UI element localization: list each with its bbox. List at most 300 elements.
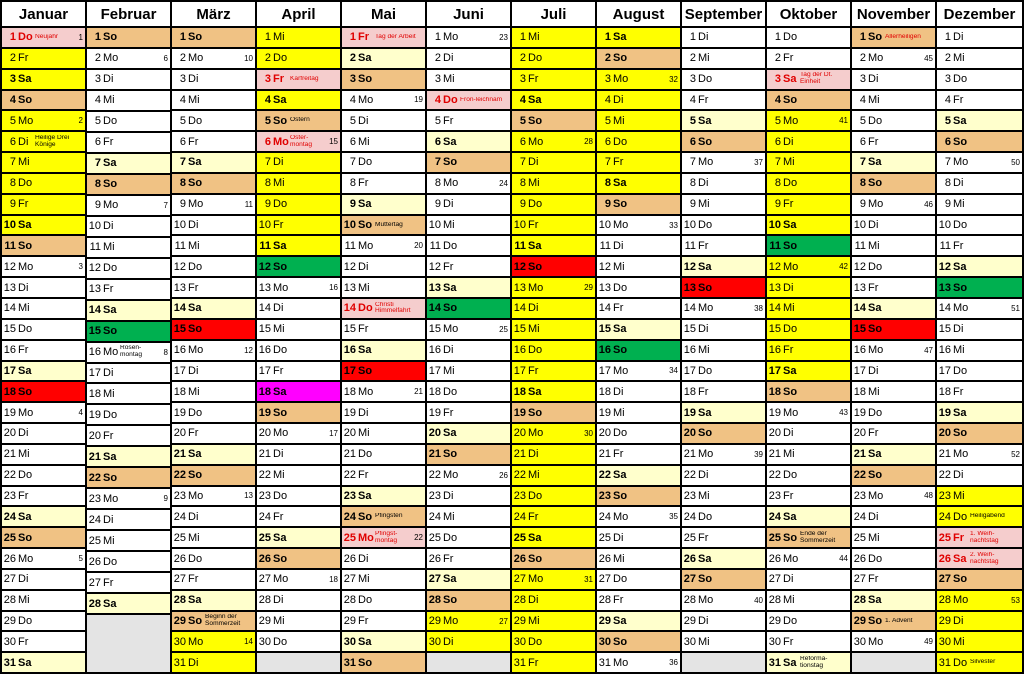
day-cell-dezember-29[interactable]	[937, 612, 1022, 633]
day-cell-november-20[interactable]	[852, 424, 935, 445]
day-cell-august-8[interactable]	[597, 174, 680, 195]
day-cell-september-27[interactable]	[682, 570, 765, 591]
day-cell-dezember-23[interactable]	[937, 487, 1022, 508]
day-cell-august-10[interactable]	[597, 216, 680, 237]
day-cell-juni-27[interactable]	[427, 570, 510, 591]
day-cell-oktober-10[interactable]	[767, 216, 850, 237]
day-cell-oktober-24[interactable]	[767, 507, 850, 528]
day-cell-dezember-16[interactable]	[937, 341, 1022, 362]
day-cell-april-6[interactable]	[257, 132, 340, 153]
day-cell-september-4[interactable]	[682, 91, 765, 112]
day-cell-januar-29[interactable]	[2, 612, 85, 633]
day-cell-marz-8[interactable]	[172, 174, 255, 195]
day-cell-marz-14[interactable]	[172, 299, 255, 320]
day-cell-dezember-24[interactable]	[937, 507, 1022, 528]
day-cell-dezember-13[interactable]	[937, 278, 1022, 299]
day-cell-september-22[interactable]	[682, 466, 765, 487]
day-cell-mai-25[interactable]	[342, 528, 425, 549]
day-cell-oktober-23[interactable]	[767, 487, 850, 508]
day-cell-juni-16[interactable]	[427, 341, 510, 362]
day-cell-august-27[interactable]	[597, 570, 680, 591]
day-cell-oktober-28[interactable]	[767, 591, 850, 612]
day-cell-juni-4[interactable]	[427, 91, 510, 112]
day-cell-april-13[interactable]	[257, 278, 340, 299]
day-cell-juli-24[interactable]	[512, 507, 595, 528]
day-cell-oktober-26[interactable]	[767, 549, 850, 570]
day-cell-juni-17[interactable]	[427, 362, 510, 383]
day-cell-september-3[interactable]	[682, 70, 765, 91]
day-cell-juli-27[interactable]	[512, 570, 595, 591]
day-cell-januar-13[interactable]	[2, 278, 85, 299]
day-cell-dezember-12[interactable]	[937, 257, 1022, 278]
day-cell-marz-17[interactable]	[172, 362, 255, 383]
day-cell-dezember-15[interactable]	[937, 320, 1022, 341]
day-cell-marz-23[interactable]	[172, 487, 255, 508]
day-cell-dezember-6[interactable]	[937, 132, 1022, 153]
day-cell-november-10[interactable]	[852, 216, 935, 237]
day-cell-august-23[interactable]	[597, 487, 680, 508]
day-cell-april-21[interactable]	[257, 445, 340, 466]
day-cell-april-14[interactable]	[257, 299, 340, 320]
day-cell-august-14[interactable]	[597, 299, 680, 320]
day-cell-juli-30[interactable]	[512, 632, 595, 653]
day-cell-november-18[interactable]	[852, 382, 935, 403]
day-cell-oktober-20[interactable]	[767, 424, 850, 445]
day-cell-september-13[interactable]	[682, 278, 765, 299]
day-cell-november-21[interactable]	[852, 445, 935, 466]
day-cell-august-3[interactable]	[597, 70, 680, 91]
day-cell-august-21[interactable]	[597, 445, 680, 466]
day-cell-mai-14[interactable]	[342, 299, 425, 320]
day-cell-september-30[interactable]	[682, 632, 765, 653]
day-cell-juni-25[interactable]	[427, 528, 510, 549]
day-cell-marz-27[interactable]	[172, 570, 255, 591]
day-cell-mai-13[interactable]	[342, 278, 425, 299]
day-cell-november-23[interactable]	[852, 487, 935, 508]
day-cell-august-25[interactable]	[597, 528, 680, 549]
day-cell-juni-2[interactable]	[427, 49, 510, 70]
day-cell-april-1[interactable]	[257, 28, 340, 49]
day-cell-august-2[interactable]	[597, 49, 680, 70]
day-cell-oktober-18[interactable]	[767, 382, 850, 403]
day-cell-februar-11[interactable]	[87, 238, 170, 259]
day-cell-januar-20[interactable]	[2, 424, 85, 445]
day-cell-oktober-8[interactable]	[767, 174, 850, 195]
day-cell-juli-7[interactable]	[512, 153, 595, 174]
day-cell-april-22[interactable]	[257, 466, 340, 487]
day-cell-mai-16[interactable]	[342, 341, 425, 362]
day-cell-januar-4[interactable]	[2, 91, 85, 112]
day-cell-november-12[interactable]	[852, 257, 935, 278]
day-cell-august-17[interactable]	[597, 362, 680, 383]
day-cell-marz-29[interactable]	[172, 612, 255, 633]
day-cell-mai-7[interactable]	[342, 153, 425, 174]
day-cell-februar-21[interactable]	[87, 447, 170, 468]
day-cell-november-19[interactable]	[852, 403, 935, 424]
day-cell-februar-9[interactable]	[87, 196, 170, 217]
day-cell-januar-14[interactable]	[2, 299, 85, 320]
day-cell-marz-16[interactable]	[172, 341, 255, 362]
day-cell-mai-4[interactable]	[342, 91, 425, 112]
day-cell-september-25[interactable]	[682, 528, 765, 549]
day-cell-marz-4[interactable]	[172, 91, 255, 112]
day-cell-februar-28[interactable]	[87, 594, 170, 615]
day-cell-november-16[interactable]	[852, 341, 935, 362]
day-cell-juni-9[interactable]	[427, 195, 510, 216]
day-cell-april-23[interactable]	[257, 487, 340, 508]
day-cell-juni-29[interactable]	[427, 612, 510, 633]
day-cell-juli-1[interactable]	[512, 28, 595, 49]
day-cell-april-5[interactable]	[257, 111, 340, 132]
day-cell-september-23[interactable]	[682, 487, 765, 508]
day-cell-dezember-19[interactable]	[937, 403, 1022, 424]
day-cell-november-5[interactable]	[852, 111, 935, 132]
day-cell-juli-12[interactable]	[512, 257, 595, 278]
day-cell-april-15[interactable]	[257, 320, 340, 341]
day-cell-oktober-13[interactable]	[767, 278, 850, 299]
day-cell-september-9[interactable]	[682, 195, 765, 216]
day-cell-oktober-31[interactable]	[767, 653, 850, 672]
day-cell-november-3[interactable]	[852, 70, 935, 91]
day-cell-mai-22[interactable]	[342, 466, 425, 487]
day-cell-juli-26[interactable]	[512, 549, 595, 570]
day-cell-august-15[interactable]	[597, 320, 680, 341]
day-cell-februar-1[interactable]	[87, 28, 170, 49]
day-cell-juli-19[interactable]	[512, 403, 595, 424]
day-cell-juni-6[interactable]	[427, 132, 510, 153]
day-cell-juni-3[interactable]	[427, 70, 510, 91]
day-cell-november-13[interactable]	[852, 278, 935, 299]
day-cell-juli-21[interactable]	[512, 445, 595, 466]
day-cell-januar-5[interactable]	[2, 111, 85, 132]
day-cell-dezember-18[interactable]	[937, 382, 1022, 403]
day-cell-marz-7[interactable]	[172, 153, 255, 174]
day-cell-august-9[interactable]	[597, 195, 680, 216]
day-cell-november-6[interactable]	[852, 132, 935, 153]
day-cell-august-26[interactable]	[597, 549, 680, 570]
day-cell-september-29[interactable]	[682, 612, 765, 633]
day-cell-oktober-29[interactable]	[767, 612, 850, 633]
day-cell-juni-21[interactable]	[427, 445, 510, 466]
day-cell-februar-26[interactable]	[87, 552, 170, 573]
day-cell-juni-24[interactable]	[427, 507, 510, 528]
day-cell-september-6[interactable]	[682, 132, 765, 153]
day-cell-april-24[interactable]	[257, 507, 340, 528]
day-cell-september-17[interactable]	[682, 362, 765, 383]
day-cell-oktober-16[interactable]	[767, 341, 850, 362]
day-cell-mai-6[interactable]	[342, 132, 425, 153]
day-cell-juni-14[interactable]	[427, 299, 510, 320]
day-cell-september-10[interactable]	[682, 216, 765, 237]
day-cell-mai-29[interactable]	[342, 612, 425, 633]
day-cell-juni-19[interactable]	[427, 403, 510, 424]
day-cell-november-28[interactable]	[852, 591, 935, 612]
day-cell-marz-30[interactable]	[172, 632, 255, 653]
day-cell-juli-11[interactable]	[512, 236, 595, 257]
day-cell-mai-12[interactable]	[342, 257, 425, 278]
day-cell-august-30[interactable]	[597, 632, 680, 653]
day-cell-februar-19[interactable]	[87, 405, 170, 426]
day-cell-mai-18[interactable]	[342, 382, 425, 403]
day-cell-februar-22[interactable]	[87, 468, 170, 489]
day-cell-juni-22[interactable]	[427, 466, 510, 487]
day-cell-oktober-6[interactable]	[767, 132, 850, 153]
day-cell-marz-28[interactable]	[172, 591, 255, 612]
day-cell-januar-19[interactable]	[2, 403, 85, 424]
day-cell-juli-6[interactable]	[512, 132, 595, 153]
day-cell-mai-28[interactable]	[342, 591, 425, 612]
day-cell-august-1[interactable]	[597, 28, 680, 49]
day-cell-juni-15[interactable]	[427, 320, 510, 341]
day-cell-februar-18[interactable]	[87, 384, 170, 405]
day-cell-juli-23[interactable]	[512, 487, 595, 508]
day-cell-dezember-21[interactable]	[937, 445, 1022, 466]
day-cell-marz-18[interactable]	[172, 382, 255, 403]
day-cell-januar-11[interactable]	[2, 236, 85, 257]
day-cell-juli-15[interactable]	[512, 320, 595, 341]
day-cell-september-11[interactable]	[682, 236, 765, 257]
day-cell-februar-14[interactable]	[87, 301, 170, 322]
day-cell-november-27[interactable]	[852, 570, 935, 591]
day-cell-november-26[interactable]	[852, 549, 935, 570]
day-cell-januar-12[interactable]	[2, 257, 85, 278]
day-cell-januar-31[interactable]	[2, 653, 85, 672]
day-cell-mai-27[interactable]	[342, 570, 425, 591]
day-cell-dezember-4[interactable]	[937, 91, 1022, 112]
day-cell-dezember-31[interactable]	[937, 653, 1022, 672]
day-cell-dezember-25[interactable]	[937, 528, 1022, 549]
day-cell-januar-2[interactable]	[2, 49, 85, 70]
day-cell-november-9[interactable]	[852, 195, 935, 216]
day-cell-februar-24[interactable]	[87, 510, 170, 531]
day-cell-juni-7[interactable]	[427, 153, 510, 174]
day-cell-november-14[interactable]	[852, 299, 935, 320]
day-cell-april-29[interactable]	[257, 612, 340, 633]
day-cell-juli-10[interactable]	[512, 216, 595, 237]
day-cell-november-2[interactable]	[852, 49, 935, 70]
day-cell-marz-22[interactable]	[172, 466, 255, 487]
day-cell-april-11[interactable]	[257, 236, 340, 257]
day-cell-august-19[interactable]	[597, 403, 680, 424]
day-cell-april-18[interactable]	[257, 382, 340, 403]
day-cell-september-7[interactable]	[682, 153, 765, 174]
day-cell-oktober-30[interactable]	[767, 632, 850, 653]
day-cell-november-8[interactable]	[852, 174, 935, 195]
day-cell-mai-1[interactable]	[342, 28, 425, 49]
day-cell-oktober-15[interactable]	[767, 320, 850, 341]
day-cell-mai-30[interactable]	[342, 632, 425, 653]
day-cell-juni-23[interactable]	[427, 487, 510, 508]
day-cell-mai-20[interactable]	[342, 424, 425, 445]
day-cell-oktober-4[interactable]	[767, 91, 850, 112]
day-cell-juni-20[interactable]	[427, 424, 510, 445]
day-cell-november-29[interactable]	[852, 612, 935, 633]
day-cell-juni-13[interactable]	[427, 278, 510, 299]
day-cell-april-9[interactable]	[257, 195, 340, 216]
day-cell-november-11[interactable]	[852, 236, 935, 257]
day-cell-juli-18[interactable]	[512, 382, 595, 403]
day-cell-april-16[interactable]	[257, 341, 340, 362]
day-cell-februar-2[interactable]	[87, 49, 170, 70]
day-cell-marz-15[interactable]	[172, 320, 255, 341]
day-cell-mai-26[interactable]	[342, 549, 425, 570]
day-cell-september-14[interactable]	[682, 299, 765, 320]
day-cell-februar-6[interactable]	[87, 133, 170, 154]
day-cell-september-1[interactable]	[682, 28, 765, 49]
day-cell-januar-21[interactable]	[2, 445, 85, 466]
day-cell-august-28[interactable]	[597, 591, 680, 612]
day-cell-januar-27[interactable]	[2, 570, 85, 591]
day-cell-april-30[interactable]	[257, 632, 340, 653]
day-cell-februar-4[interactable]	[87, 91, 170, 112]
day-cell-juni-18[interactable]	[427, 382, 510, 403]
day-cell-september-5[interactable]	[682, 111, 765, 132]
day-cell-marz-1[interactable]	[172, 28, 255, 49]
day-cell-november-1[interactable]	[852, 28, 935, 49]
day-cell-juli-14[interactable]	[512, 299, 595, 320]
day-cell-august-24[interactable]	[597, 507, 680, 528]
day-cell-oktober-21[interactable]	[767, 445, 850, 466]
day-cell-august-12[interactable]	[597, 257, 680, 278]
day-cell-februar-15[interactable]	[87, 322, 170, 343]
day-cell-marz-19[interactable]	[172, 403, 255, 424]
day-cell-januar-3[interactable]	[2, 70, 85, 91]
day-cell-mai-24[interactable]	[342, 507, 425, 528]
day-cell-august-18[interactable]	[597, 382, 680, 403]
day-cell-juli-3[interactable]	[512, 70, 595, 91]
day-cell-dezember-22[interactable]	[937, 466, 1022, 487]
day-cell-september-20[interactable]	[682, 424, 765, 445]
day-cell-april-4[interactable]	[257, 91, 340, 112]
day-cell-oktober-19[interactable]	[767, 403, 850, 424]
day-cell-februar-27[interactable]	[87, 573, 170, 594]
day-cell-mai-23[interactable]	[342, 487, 425, 508]
day-cell-marz-21[interactable]	[172, 445, 255, 466]
day-cell-august-7[interactable]	[597, 153, 680, 174]
day-cell-dezember-3[interactable]	[937, 70, 1022, 91]
day-cell-november-22[interactable]	[852, 466, 935, 487]
day-cell-marz-10[interactable]	[172, 216, 255, 237]
day-cell-februar-23[interactable]	[87, 489, 170, 510]
day-cell-november-24[interactable]	[852, 507, 935, 528]
day-cell-mai-10[interactable]	[342, 216, 425, 237]
day-cell-marz-13[interactable]	[172, 278, 255, 299]
day-cell-november-4[interactable]	[852, 91, 935, 112]
day-cell-februar-16[interactable]	[87, 343, 170, 364]
day-cell-juni-10[interactable]	[427, 216, 510, 237]
day-cell-juni-5[interactable]	[427, 111, 510, 132]
day-cell-mai-17[interactable]	[342, 362, 425, 383]
day-cell-august-5[interactable]	[597, 111, 680, 132]
day-cell-januar-24[interactable]	[2, 507, 85, 528]
day-cell-januar-9[interactable]	[2, 195, 85, 216]
day-cell-oktober-12[interactable]	[767, 257, 850, 278]
day-cell-april-2[interactable]	[257, 49, 340, 70]
day-cell-januar-23[interactable]	[2, 487, 85, 508]
day-cell-oktober-27[interactable]	[767, 570, 850, 591]
day-cell-oktober-2[interactable]	[767, 49, 850, 70]
day-cell-februar-20[interactable]	[87, 426, 170, 447]
day-cell-juni-28[interactable]	[427, 591, 510, 612]
day-cell-august-13[interactable]	[597, 278, 680, 299]
day-cell-oktober-1[interactable]	[767, 28, 850, 49]
day-cell-februar-17[interactable]	[87, 364, 170, 385]
day-cell-dezember-2[interactable]	[937, 49, 1022, 70]
day-cell-januar-15[interactable]	[2, 320, 85, 341]
day-cell-dezember-11[interactable]	[937, 236, 1022, 257]
day-cell-dezember-27[interactable]	[937, 570, 1022, 591]
day-cell-dezember-17[interactable]	[937, 362, 1022, 383]
day-cell-juli-29[interactable]	[512, 612, 595, 633]
day-cell-dezember-14[interactable]	[937, 299, 1022, 320]
day-cell-februar-13[interactable]	[87, 280, 170, 301]
day-cell-marz-11[interactable]	[172, 236, 255, 257]
day-cell-mai-5[interactable]	[342, 111, 425, 132]
day-cell-november-30[interactable]	[852, 632, 935, 653]
day-cell-april-28[interactable]	[257, 591, 340, 612]
day-cell-oktober-22[interactable]	[767, 466, 850, 487]
day-cell-marz-6[interactable]	[172, 132, 255, 153]
day-cell-september-28[interactable]	[682, 591, 765, 612]
day-cell-dezember-10[interactable]	[937, 216, 1022, 237]
day-cell-januar-1[interactable]	[2, 28, 85, 49]
day-cell-juli-5[interactable]	[512, 111, 595, 132]
day-cell-juni-12[interactable]	[427, 257, 510, 278]
day-cell-marz-25[interactable]	[172, 528, 255, 549]
day-cell-marz-24[interactable]	[172, 507, 255, 528]
day-cell-juli-8[interactable]	[512, 174, 595, 195]
day-cell-april-10[interactable]	[257, 216, 340, 237]
day-cell-oktober-5[interactable]	[767, 111, 850, 132]
day-cell-august-6[interactable]	[597, 132, 680, 153]
day-cell-juli-22[interactable]	[512, 466, 595, 487]
day-cell-januar-10[interactable]	[2, 216, 85, 237]
day-cell-august-22[interactable]	[597, 466, 680, 487]
day-cell-januar-8[interactable]	[2, 174, 85, 195]
day-cell-juni-1[interactable]	[427, 28, 510, 49]
day-cell-august-29[interactable]	[597, 612, 680, 633]
day-cell-juni-8[interactable]	[427, 174, 510, 195]
day-cell-marz-2[interactable]	[172, 49, 255, 70]
day-cell-mai-2[interactable]	[342, 49, 425, 70]
day-cell-dezember-26[interactable]	[937, 549, 1022, 570]
day-cell-april-25[interactable]	[257, 528, 340, 549]
day-cell-dezember-30[interactable]	[937, 632, 1022, 653]
day-cell-dezember-7[interactable]	[937, 153, 1022, 174]
day-cell-januar-16[interactable]	[2, 341, 85, 362]
day-cell-oktober-11[interactable]	[767, 236, 850, 257]
day-cell-marz-3[interactable]	[172, 70, 255, 91]
day-cell-januar-26[interactable]	[2, 549, 85, 570]
day-cell-juli-17[interactable]	[512, 362, 595, 383]
day-cell-marz-20[interactable]	[172, 424, 255, 445]
day-cell-februar-8[interactable]	[87, 175, 170, 196]
day-cell-november-15[interactable]	[852, 320, 935, 341]
day-cell-oktober-25[interactable]	[767, 528, 850, 549]
day-cell-januar-30[interactable]	[2, 632, 85, 653]
day-cell-august-11[interactable]	[597, 236, 680, 257]
day-cell-februar-5[interactable]	[87, 112, 170, 133]
day-cell-juli-31[interactable]	[512, 653, 595, 672]
day-cell-juli-13[interactable]	[512, 278, 595, 299]
day-cell-dezember-8[interactable]	[937, 174, 1022, 195]
day-cell-september-18[interactable]	[682, 382, 765, 403]
day-cell-mai-9[interactable]	[342, 195, 425, 216]
day-cell-dezember-20[interactable]	[937, 424, 1022, 445]
day-cell-juli-28[interactable]	[512, 591, 595, 612]
day-cell-mai-8[interactable]	[342, 174, 425, 195]
day-cell-april-3[interactable]	[257, 70, 340, 91]
